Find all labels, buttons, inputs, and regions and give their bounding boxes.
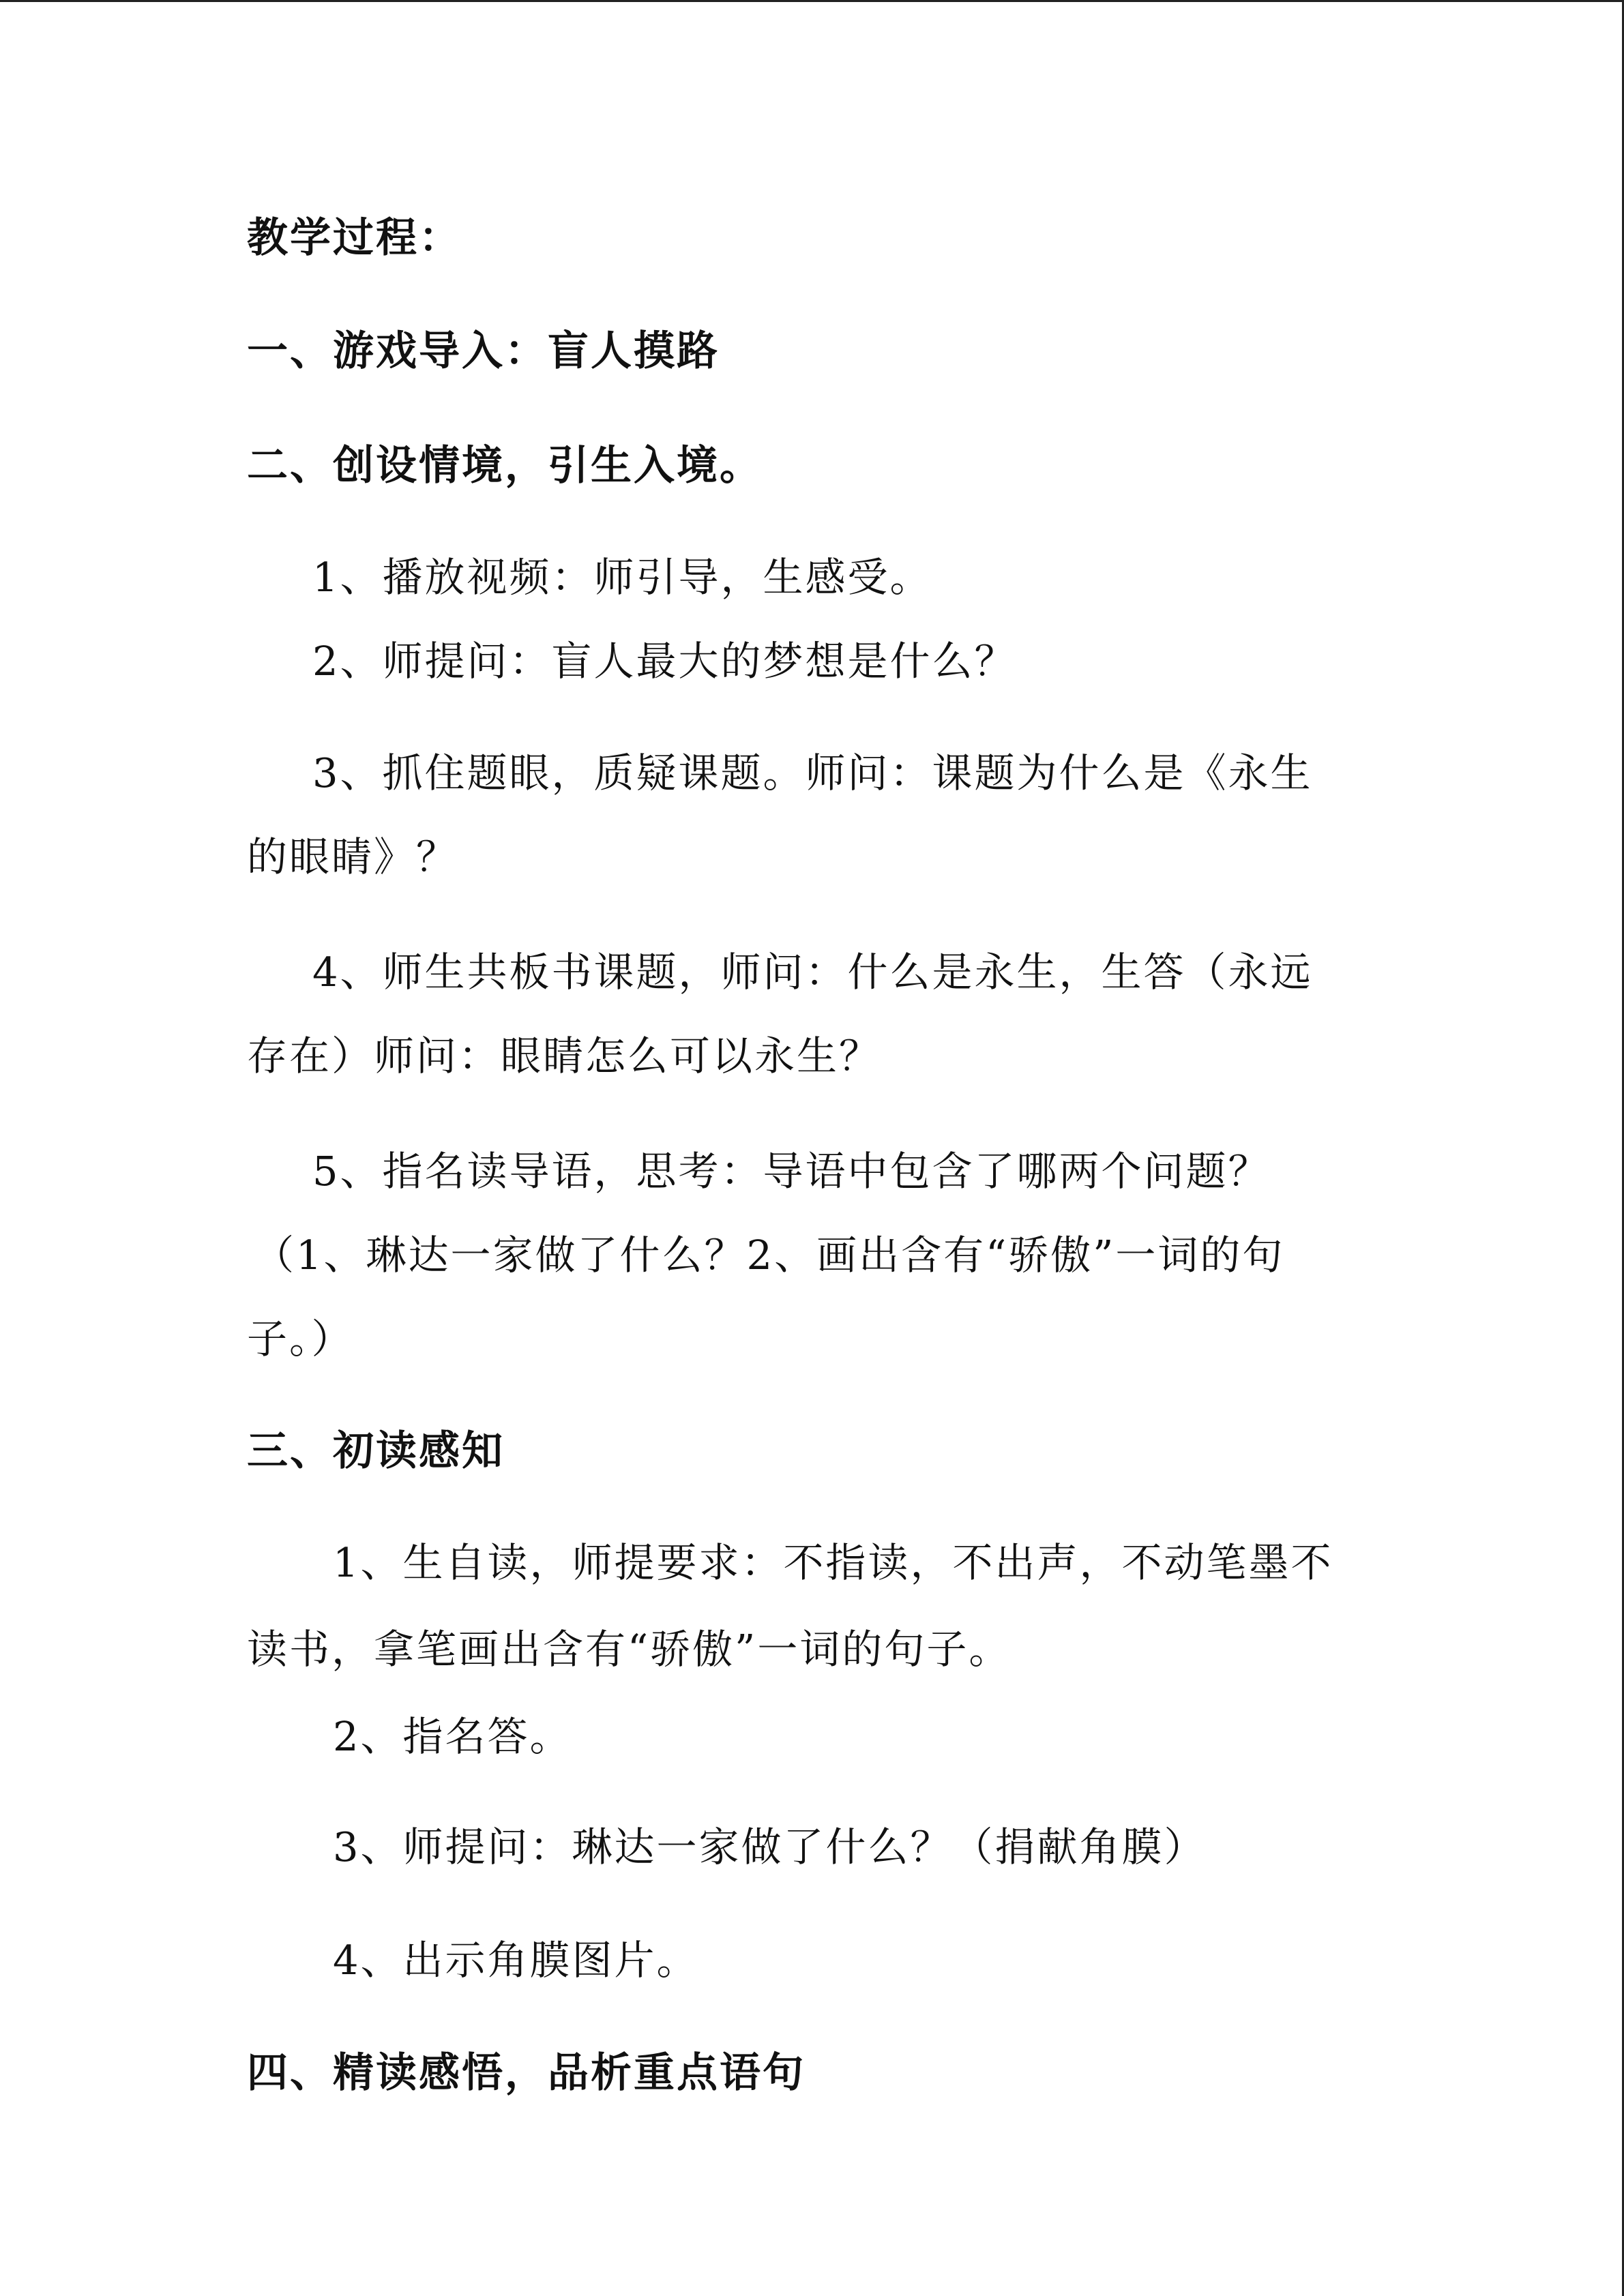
section-2-item-2: 2、师提问：盲人最大的梦想是什么？	[312, 638, 1017, 685]
section-3-item-2: 2、指名答。	[333, 1713, 572, 1760]
section-3-item-1-line-1: 1、生自读，师提要求：不指读，不出声，不动笔墨不	[333, 1539, 1333, 1586]
section-2-item-4-line-1: 4、师生共板书课题，师问：什么是永生，生答（永远	[312, 949, 1313, 996]
section-3-item-4: 4、出示角膜图片。	[333, 1937, 699, 1984]
section-2-item-3-line-1: 3、抓住题眼，质疑课题。师问：课题为什么是《永生	[312, 749, 1313, 796]
section-3-item-1-line-2: 读书，拿笔画出含有“骄傲”一词的句子。	[247, 1626, 1012, 1673]
section-heading-1: 一、游戏导入：盲人摸路	[247, 327, 720, 375]
page-border-top	[0, 0, 1624, 2]
section-2-item-3-line-2: 的眼睛》？	[247, 833, 459, 880]
section-heading-3: 三、初读感知	[247, 1427, 505, 1475]
section-2-item-1: 1、播放视频：师引导，生感受。	[312, 554, 932, 601]
section-heading-4: 四、精读感悟，品析重点语句	[247, 2049, 806, 2097]
section-2-item-5-line-3: 子。）	[247, 1315, 354, 1362]
page-title: 教学过程：	[247, 214, 462, 262]
section-2-item-5-line-1: 5、指名读导语，思考：导语中包含了哪两个问题？	[312, 1148, 1271, 1195]
section-heading-2: 二、创设情境，引生入境。	[247, 442, 763, 490]
section-2-item-5-line-2: （1、琳达一家做了什么？2、画出含有“骄傲”一词的句	[254, 1232, 1285, 1279]
section-3-item-3: 3、师提问：琳达一家做了什么？（捐献角膜）	[333, 1823, 1207, 1870]
section-2-item-4-line-2: 存在）师问：眼睛怎么可以永生？	[247, 1032, 882, 1079]
